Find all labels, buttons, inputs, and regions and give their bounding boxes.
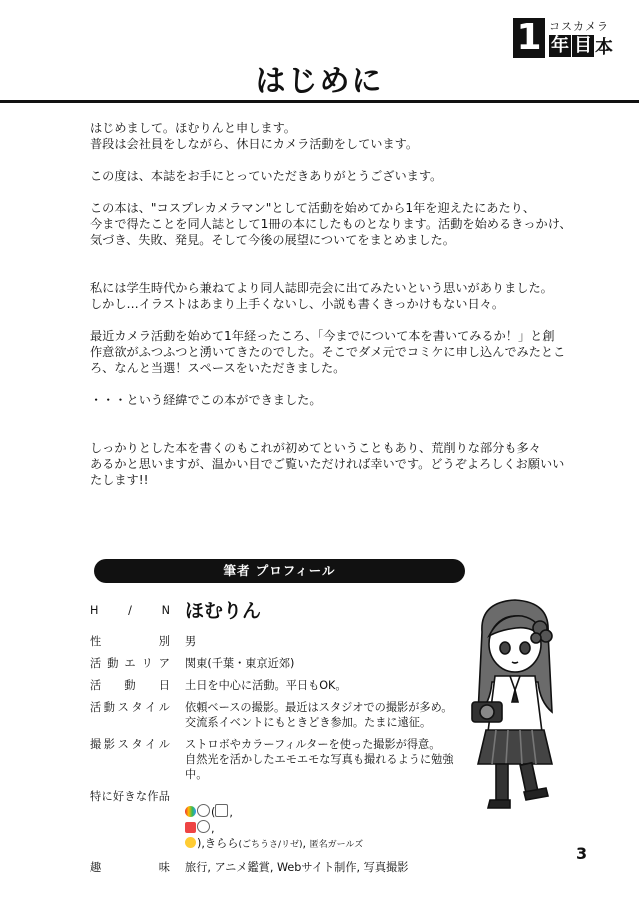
- intro-paragraph-7: しっかりとした本を書くのもこれが初めてということもあり、荒削りな部分も多々 あるかと思いますが、温かい目でご覧いただければ幸いです。どうぞよろしくお願いい たします!!: [90, 441, 565, 487]
- page-title: はじめに: [255, 64, 384, 99]
- style-value: 依頼ベースの撮影。最近はスタジオでの撮影が多め。 交流系イベントにもときどき参加。たまに遠征。: [185, 701, 453, 729]
- handle-value: ほむりん: [185, 600, 262, 622]
- profile-row-shoot: [90, 737, 470, 782]
- shoot-value: ストロボやカラーフィルターを使った撮影が得意。 自然光を活かしたエモエモな写真も撮れるように勉強中。: [185, 738, 454, 781]
- shoot-label: 撮影スタイル: [90, 738, 170, 751]
- days-label: 活動日: [90, 679, 170, 692]
- profile-row-style: [90, 700, 470, 730]
- profile-row-area: [90, 656, 470, 671]
- page-number: 3: [576, 844, 588, 863]
- works-label: 特に好きな作品: [90, 790, 170, 803]
- profile-row-days: [90, 678, 470, 693]
- crown-icon: [185, 837, 196, 848]
- profile-row-handle: [90, 600, 470, 622]
- intro-paragraph-5: 最近カメラ活動を始めて1年経ったころ、「今までについて本を書いてみるか！」と創 作意欲がふつふつと湧いてきたのでした。そこでダメ元でコミケに申し込んでみたとこ ろ、なんと当選！スペースをいただきました。: [90, 329, 566, 375]
- intro-paragraph-6: ・・・という経緯でこの本ができました。: [90, 393, 322, 407]
- intro-paragraph-4: 私には学生時代から兼ねてより同人誌即売会に出てみたいという思いがありました。 しかし…イラストはあまり上手くないし、小説も書くきっかけもない日々。: [90, 281, 553, 311]
- gender-value: 男: [185, 635, 197, 648]
- profile-heading-bar: 筆者 プロフィール: [94, 559, 465, 583]
- intro-paragraph-1: はじめまして。ほむりんと申します。 普段は会社員をしながら、休日にカメラ活動をしています。: [90, 121, 419, 151]
- profile-row-works: [90, 789, 470, 853]
- clock-icon: [197, 804, 210, 817]
- swords-icon: [215, 804, 228, 817]
- intro-text: [90, 120, 600, 504]
- profile-table: [90, 600, 470, 882]
- days-value: 土日を中心に活動。平日もOK。: [185, 679, 347, 692]
- rainbow-icon: [185, 806, 196, 817]
- works-value: ( , , ),きらら(ごちうさ/リゼ), 匿名ガールズ: [185, 789, 470, 853]
- logo-bottom-text: [549, 35, 613, 57]
- style-label: 活動スタイル: [90, 701, 170, 714]
- hundred-icon: [185, 822, 196, 833]
- logo-box-eye: 目: [574, 35, 592, 56]
- works-small-text-2: 匿名ガールズ: [309, 840, 364, 850]
- intro-paragraph-2: この度は、本誌をお手にとっていただきありがとうございます。: [90, 169, 443, 183]
- question-icon: [197, 820, 210, 833]
- hobby-label: 趣味: [90, 861, 170, 874]
- area-value: 関東(千葉・東京近郊): [185, 657, 295, 670]
- works-separator: ,: [302, 837, 310, 850]
- works-main-text: ),きらら: [197, 837, 239, 850]
- logo-tail: 本: [595, 37, 613, 58]
- works-small-text-1: (ごちうさ/リゼ): [238, 840, 303, 850]
- author-character-illustration: [460, 592, 570, 822]
- handle-label: H / N: [90, 604, 170, 617]
- profile-row-hobby: [90, 860, 470, 875]
- title-rule: [0, 100, 639, 103]
- logo-number: 1: [513, 18, 545, 58]
- series-logo: [513, 17, 613, 58]
- area-label: 活動エリア: [90, 657, 170, 670]
- profile-row-gender: [90, 634, 470, 649]
- intro-paragraph-3: この本は、"コスプレカメラマン"として活動を始めてから1年を迎えたにあたり、 今まで得たことを同人誌として1冊の本にしたものとなります。活動を始めるきっかけ、 気づき、失敗、発見。そして今後の展望についてをまとめました。: [90, 201, 572, 247]
- gender-label: 性別: [90, 635, 170, 648]
- logo-top-text: コスカメラ: [549, 20, 609, 33]
- hobby-value: 旅行, アニメ鑑賞, Webサイト制作, 写真撮影: [185, 861, 409, 874]
- logo-box-year: 年: [551, 35, 569, 56]
